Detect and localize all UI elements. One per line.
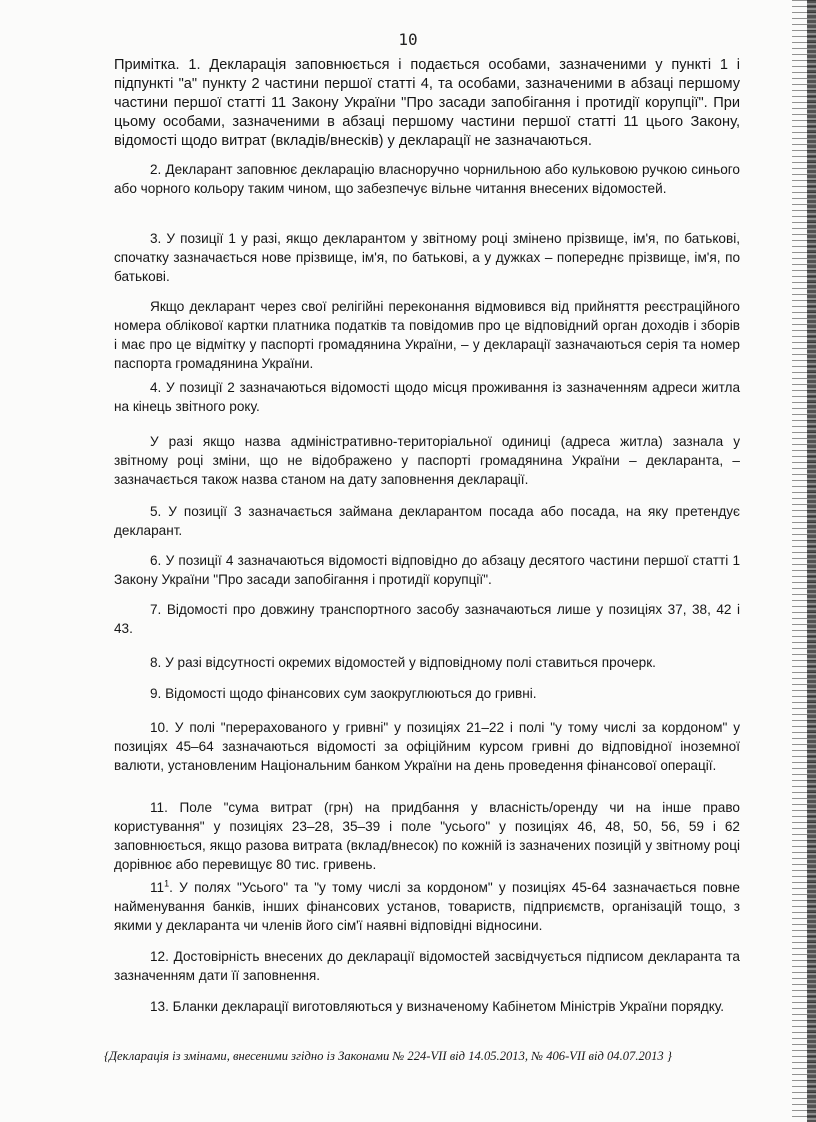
scan-edge-border bbox=[807, 0, 816, 1122]
note-paragraph-13: 13. Бланки декларації виготовляються у визначеному Кабінетом Міністрів України порядку. bbox=[150, 999, 725, 1014]
note-paragraph-3-continued: Якщо декларант через свої релігійні переконання відмовився від прийняття реєстраційного номера облікової картки платника податків та повідомив про це відповідний орган доходів і зборів і має про це відмітку у паспорті громадянина України, – у декларації зазначаються серія та номер паспорта громадянина України. bbox=[114, 299, 740, 371]
note-paragraph-4: 4. У позиції 2 зазначаються відомості щодо місця проживання із зазначенням адреси житла на кінець звітного року. bbox=[114, 380, 740, 414]
paragraph-number: 11 bbox=[150, 880, 165, 895]
note-paragraph-11: 11. Поле "сума витрат (грн) на придбання у власність/оренду чи на інше право користування" у позиціях 23–28, 35–39 і поле "усього" у позиціях 46, 48, 50, 56, 59 і 62 заповнюється, якщо разова витрата (вклад/внесок) по кожній із зазначених позицій у звітному році дорівнює або перевищує 80 тис. гривень. bbox=[114, 800, 740, 872]
amendment-note: {Декларація із змінами, внесеними згідно із Законами № 224-VII від 14.05.2013, № 406-VII від 04.07.2013 } bbox=[104, 1049, 672, 1063]
note-paragraph-8: 8. У разі відсутності окремих відомостей у відповідному полі ставиться прочерк. bbox=[150, 655, 656, 670]
note-paragraph-12: 12. Достовірність внесених до декларації відомостей засвідчується підписом декларанта та зазначенням дати її заповнення. bbox=[114, 949, 740, 983]
note-paragraph-6: 6. У позиції 4 зазначаються відомості відповідно до абзацу десятого частини першої статті 1 Закону України "Про засади запобігання і протидії корупції". bbox=[114, 553, 740, 587]
note-paragraph-5: 5. У позиції 3 зазначається займана декларантом посада або посада, на яку претендує декларант. bbox=[114, 504, 740, 538]
page-number: 10 bbox=[398, 30, 418, 49]
paragraph-text: . У полях "Усього" та "у тому числі за кордоном" у позиціях 45-64 зазначається повне найменування банків, інших фінансових установ, товариств, підприємств, організацій тощо, з якими у декларанта чи членів його сім'ї наявні відповідні відносини. bbox=[114, 880, 740, 933]
note-paragraph-7: 7. Відомості про довжину транспортного засобу зазначаються лише у позиціях 37, 38, 42 і 43. bbox=[114, 602, 740, 636]
note-paragraph-4-continued: У разі якщо назва адміністративно-територіальної одиниці (адреса житла) зазнала у звітному році зміни, що не відображено у паспорті громадянина України – декларанта, – зазначається також назва станом на дату заповнення декларації. bbox=[114, 434, 740, 487]
note-paragraph-3: 3. У позиції 1 у разі, якщо декларантом у звітному році змінено прізвище, ім'я, по батькові, спочатку зазначається нове прізвище, ім'я, по батькові, а у дужках – попереднє прізвище, ім'я, по батькові. bbox=[114, 231, 740, 284]
note-paragraph-10: 10. У полі "перерахованого у гривні" у позиціях 21–22 і полі "у тому числі за кордоном" у позиціях 45–64 зазначаються відомості за офіційним курсом гривні до відповідної іноземної валюти, установленим Національним банком України на день проведення фінансової операції. bbox=[114, 720, 740, 773]
note-paragraph-9: 9. Відомості щодо фінансових сум заокруглюються до гривні. bbox=[150, 686, 537, 701]
paragraph-number-superscript: 1 bbox=[164, 878, 170, 889]
note-paragraph-1: Примітка. 1. Декларація заповнюється і подається особами, зазначеними у пункті 1 і підпункті "а" пункту 2 частини першої статті 4, та особами, зазначеними в абзаці першому частини першої статті 11 Закону України "Про засади запобігання і протидії корупції". При цьому особами, зазначеними в абзаці першому частини першої статті 11 цього Закону, відомості щодо витрат (вкладів/внесків) у декларації не зазначаються. bbox=[114, 57, 740, 149]
note-paragraph-2: 2. Декларант заповнює декларацію власноручно чорнильною або кульковою ручкою синього або чорного кольору таким чином, що забезпечує вільне читання внесених відомостей. bbox=[114, 162, 740, 196]
note-paragraph-11-1 bbox=[114, 878, 740, 935]
